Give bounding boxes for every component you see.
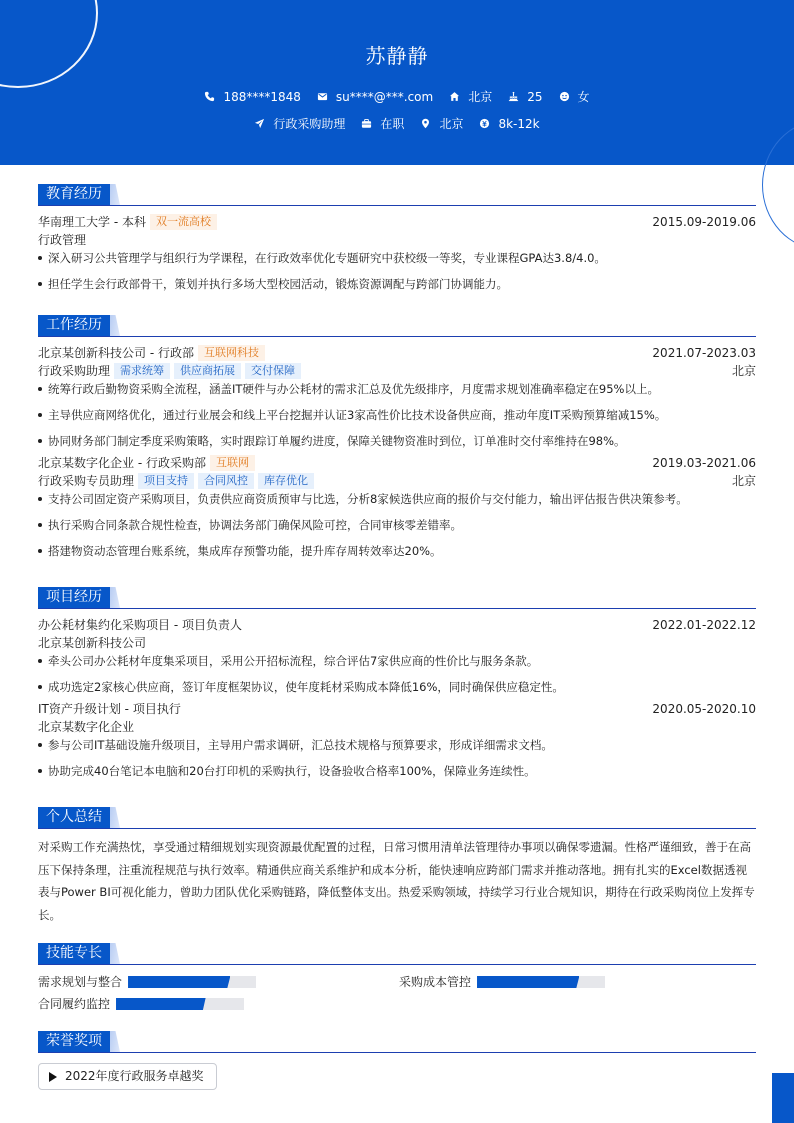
section-title (38, 315, 756, 337)
company-tag: 互联网 (210, 455, 255, 471)
job-entry (38, 454, 756, 568)
phone-info (204, 90, 300, 104)
work-section (38, 315, 756, 568)
home-icon (449, 91, 460, 102)
section-title-label: 工作经历 (38, 315, 110, 336)
company-tag: 互联网科技 (198, 345, 265, 361)
section-title-tail (110, 184, 120, 205)
job-date: 2019.03-2021.06 (652, 456, 756, 470)
section-title-tail (110, 943, 120, 964)
role-tag: 项目支持 (138, 473, 194, 489)
job-bullet: 协同财务部门制定季度采购策略，实时跟踪订单履约进度，保障关键物资准时到位，订单准时交付率维持在98%。 (38, 432, 756, 454)
skill-item (399, 973, 605, 991)
job-role-row (38, 472, 756, 490)
phone-icon (204, 91, 215, 102)
phone-text: 188****1848 (223, 89, 301, 104)
job-date: 2021.07-2023.03 (652, 346, 756, 360)
project-bullet: 参与公司IT基础设施升级项目，主导用户需求调研，汇总技术规格与预算要求，形成详细需求文档。 (38, 736, 756, 762)
gender-icon (559, 91, 570, 102)
skill-bar-fill (128, 976, 230, 988)
projects-section (38, 587, 756, 788)
target-city-info (420, 115, 463, 132)
skill-bar (128, 976, 256, 988)
skill-name: 采购成本管控 (399, 975, 472, 989)
job-city: 北京 (731, 364, 756, 378)
contact-row (0, 88, 794, 105)
project-entry (38, 700, 756, 788)
send-icon (254, 118, 265, 129)
resume-header (0, 0, 794, 165)
section-title-label: 荣誉奖项 (38, 1031, 110, 1052)
decorative-block (772, 1073, 794, 1123)
skill-bar-fill (477, 976, 579, 988)
status-text: 在职 (380, 117, 405, 131)
education-date: 2015.09-2019.06 (652, 215, 756, 229)
skill-name: 需求规划与整合 (38, 975, 123, 989)
job-header (38, 454, 756, 472)
home-text: 北京 (468, 90, 493, 104)
gender-info (559, 88, 590, 105)
skill-item (38, 973, 256, 991)
section-title-label: 技能专长 (38, 943, 110, 964)
major: 行政管理 (38, 233, 87, 247)
section-title-label: 个人总结 (38, 807, 110, 828)
job-role-row (38, 362, 756, 380)
job-city: 北京 (731, 474, 756, 488)
job-intent-row (0, 115, 794, 132)
project-bullet: 牵头公司办公耗材年度集采项目，采用公开招标流程，综合评估7家供应商的性价比与服务条款。 (38, 652, 756, 678)
education-bullet: 担任学生会行政部骨干，策划并执行多场大型校园活动，锻炼资源调配与跨部门协调能力。 (38, 275, 756, 301)
target-role-info (254, 115, 345, 132)
school-name: 华南理工大学 - 本科 (38, 215, 146, 229)
gender-text: 女 (577, 90, 590, 104)
project-name: 办公耗材集约化采购项目 - 项目负责人 (38, 618, 242, 632)
skills-section (38, 943, 756, 1013)
section-title-tail (110, 807, 120, 828)
project-org: 北京某创新科技公司 (38, 636, 147, 650)
job-bullet: 支持公司固定资产采购项目，负责供应商资质预审与比选，分析8家候选供应商的报价与交付能力，输出评估报告供决策参考。 (38, 490, 756, 516)
salary-text: 8k-12k (498, 116, 540, 131)
job-bullet: 搭建物资动态管理台账系统，集成库存预警功能，提升库存周转效率达20%。 (38, 542, 756, 568)
email-text: su****@***.com (335, 89, 434, 104)
award-item (38, 1063, 217, 1090)
section-title-label: 项目经历 (38, 587, 110, 608)
triangle-icon (49, 1072, 57, 1082)
education-header (38, 213, 756, 231)
project-name: IT资产升级计划 - 项目执行 (38, 702, 181, 716)
location-icon (420, 118, 431, 129)
project-bullet: 协助完成40台笔记本电脑和20台打印机的采购执行，设备验收合格率100%，保障业务连续性。 (38, 762, 756, 788)
age-info (508, 90, 542, 104)
honors-section (38, 1031, 756, 1093)
skill-name: 合同履约监控 (38, 997, 111, 1011)
cake-icon (508, 91, 519, 102)
summary-text: 对采购工作充满热忱，享受通过精细规划实现资源最优配置的过程，日常习惯用清单法管理待办事项以确保零遗漏。性格严谨细致，善于在高压下保持条理，注重流程规范与执行效率。精通供应商关系维护和成本分析，能快速响应跨部门需求并推动落地。拥有扎实的Excel数据透视表与Power BI可视化能力，曾助力团队优化采购链路，降低整体支出。热爱采购领域，持续学习行业合规知识，期待在行政采购岗位上发挥专长。 (38, 840, 755, 922)
project-org: 北京某数字化企业 (38, 720, 135, 734)
home-info (449, 88, 492, 105)
job-bullet: 执行采购合同条款合规性检查，协调法务部门确保风险可控，合同审核零差错率。 (38, 516, 756, 542)
project-entry (38, 616, 756, 700)
section-title-label: 教育经历 (38, 184, 110, 205)
award-name: 2022年度行政服务卓越奖 (65, 1069, 204, 1083)
role-tag: 库存优化 (258, 473, 314, 489)
project-header (38, 616, 756, 634)
section-title (38, 587, 756, 609)
company-name: 北京某创新科技公司 - 行政部 (38, 346, 194, 360)
target-role-text: 行政采购助理 (273, 117, 346, 131)
section-title (38, 184, 756, 206)
candidate-name: 苏静静 (365, 44, 429, 68)
role-tag: 供应商拓展 (174, 363, 241, 379)
email-info (317, 90, 433, 104)
job-role: 行政采购助理 (38, 364, 111, 378)
skill-item (38, 995, 244, 1013)
briefcase-icon (361, 118, 372, 129)
job-bullet: 统筹行政后勤物资采购全流程，涵盖IT硬件与办公耗材的需求汇总及优先级排序，月度需求规划准确率稳定在95%以上。 (38, 380, 756, 406)
project-date: 2020.05-2020.10 (652, 702, 756, 716)
money-icon (479, 118, 490, 129)
job-role: 行政采购专员助理 (38, 474, 135, 488)
project-bullet: 成功选定2家核心供应商，签订年度框架协议，使年度耗材采购成本降低16%，同时确保供应稳定性。 (38, 678, 756, 700)
section-title (38, 807, 756, 829)
target-city-text: 北京 (439, 117, 464, 131)
status-info (361, 115, 404, 132)
skill-bar (477, 976, 605, 988)
role-tag: 交付保障 (245, 363, 301, 379)
section-title (38, 943, 756, 965)
role-tag: 合同风控 (198, 473, 254, 489)
job-entry (38, 344, 756, 454)
summary-section (38, 807, 756, 926)
project-date: 2022.01-2022.12 (652, 618, 756, 632)
section-title-tail (110, 315, 120, 336)
salary-info (479, 117, 539, 131)
role-tag: 需求统筹 (114, 363, 170, 379)
education-section (38, 184, 756, 301)
section-title-tail (110, 587, 120, 608)
skill-bar (116, 998, 244, 1010)
company-name: 北京某数字化企业 - 行政采购部 (38, 456, 206, 470)
project-header (38, 700, 756, 718)
mail-icon (317, 91, 328, 102)
section-title (38, 1031, 756, 1053)
job-header (38, 344, 756, 362)
job-bullet: 主导供应商网络优化，通过行业展会和线上平台挖掘并认证3家高性价比技术设备供应商，推动年度IT采购预算缩减15%。 (38, 406, 756, 432)
school-tag: 双一流高校 (150, 214, 217, 230)
skill-bar-fill (116, 998, 206, 1010)
education-bullet: 深入研习公共管理学与组织行为学课程，在行政效率优化专题研究中获校级一等奖，专业课程GPA达3.8/4.0。 (38, 249, 756, 275)
section-title-tail (110, 1031, 120, 1052)
age-text: 25 (527, 89, 543, 104)
